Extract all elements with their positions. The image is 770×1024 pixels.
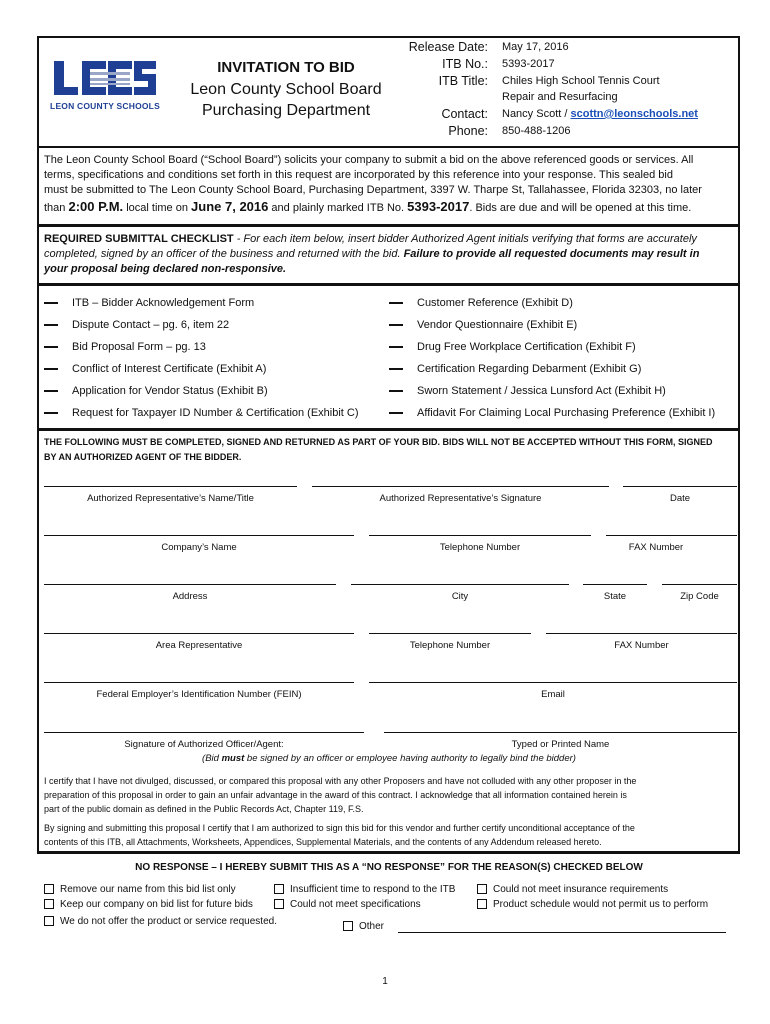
checklist-item-label: Vendor Questionnaire (Exhibit E) bbox=[417, 319, 578, 331]
company-line[interactable] bbox=[44, 535, 354, 536]
option-remove-name[interactable] bbox=[44, 884, 236, 895]
option-keep-company[interactable] bbox=[44, 899, 253, 910]
fax2-line[interactable] bbox=[546, 633, 737, 634]
logo-text: LEON COUNTY SCHOOLS bbox=[50, 101, 160, 111]
rep-name-line[interactable] bbox=[44, 486, 297, 487]
checklist-item-label: Request for Taxpayer ID Number & Certification (Exhibit C) bbox=[72, 407, 359, 419]
contact-label: Contact: bbox=[441, 107, 488, 121]
address-line[interactable] bbox=[44, 584, 336, 585]
checklist-left bbox=[44, 297, 384, 429]
checklist-item[interactable] bbox=[389, 385, 734, 407]
checklist-item-label: Bid Proposal Form – pg. 13 bbox=[72, 341, 206, 353]
telephone-label: Telephone Number bbox=[439, 542, 521, 553]
authorization-line: contents of this ITB, all Attachments, Worksheets, Appendices, Supplemental Materials, and the contents of any Addendum released hereto. bbox=[44, 837, 602, 847]
address-label: Address bbox=[172, 591, 208, 602]
intro-text: and plainly marked ITB No. bbox=[268, 202, 408, 214]
checklist-item[interactable] bbox=[389, 297, 734, 319]
initials-blank[interactable] bbox=[44, 390, 58, 392]
city-label: City bbox=[451, 591, 469, 602]
initials-blank[interactable] bbox=[389, 302, 403, 304]
checklist-item-label: Sworn Statement / Jessica Lunsford Act (Exhibit H) bbox=[417, 385, 666, 397]
company-label: Company’s Name bbox=[161, 542, 237, 553]
release-date-label: Release Date: bbox=[408, 40, 488, 54]
initials-blank[interactable] bbox=[389, 390, 403, 392]
checklist-warning: Failure to provide all requested documents may result in bbox=[403, 248, 700, 260]
note-emphasis: must bbox=[221, 753, 245, 764]
checkbox-icon[interactable] bbox=[343, 921, 353, 931]
authorization-line: By signing and submitting this proposal I certify that I am authorized to sign this bid for this vendor and further certify unconditional acceptance of the bbox=[44, 823, 635, 833]
leon-county-schools-logo bbox=[46, 55, 164, 115]
checklist-item-label: ITB – Bidder Acknowledgement Form bbox=[72, 297, 255, 309]
itb-number: 5393-2017 bbox=[407, 199, 470, 214]
initials-blank[interactable] bbox=[44, 412, 58, 414]
intro-line: The Leon County School Board (“School Board”) solicits your company to submit a bid on the above referenced goods or services. All bbox=[44, 154, 694, 166]
checklist-item[interactable] bbox=[44, 319, 384, 341]
intro-line: must be submitted to The Leon County School Board, Purchasing Department, 3397 W. Tharpe St, Tallahassee, Florida 32303, no later bbox=[44, 184, 702, 196]
contact-value bbox=[502, 108, 698, 120]
notice-text bbox=[44, 435, 734, 465]
telephone2-line[interactable] bbox=[369, 633, 531, 634]
certification-paragraph bbox=[44, 774, 734, 816]
fax2-label: FAX Number bbox=[614, 640, 669, 651]
intro-text: . Bids are due and will be opened at this time. bbox=[469, 202, 692, 214]
checklist-item[interactable] bbox=[389, 341, 734, 363]
checkbox-icon[interactable] bbox=[44, 899, 54, 909]
checkbox-icon[interactable] bbox=[44, 916, 54, 926]
contact-name: Nancy Scott / bbox=[502, 108, 571, 120]
option-insufficient-time[interactable] bbox=[274, 884, 455, 895]
intro-line bbox=[44, 198, 734, 217]
page-title: INVITATION TO BID bbox=[217, 59, 355, 76]
divider bbox=[39, 224, 738, 227]
initials-blank[interactable] bbox=[44, 302, 58, 304]
zip-line[interactable] bbox=[662, 584, 737, 585]
checkbox-icon[interactable] bbox=[44, 884, 54, 894]
initials-blank[interactable] bbox=[389, 324, 403, 326]
divider bbox=[39, 283, 738, 286]
checkbox-icon[interactable] bbox=[274, 899, 284, 909]
option-insurance[interactable] bbox=[477, 884, 668, 895]
state-line[interactable] bbox=[583, 584, 647, 585]
checklist-warning: your proposal being declared non-responsive. bbox=[44, 263, 287, 275]
checklist-item[interactable] bbox=[44, 385, 384, 407]
checklist-item[interactable] bbox=[389, 363, 734, 385]
checklist-item[interactable] bbox=[389, 407, 734, 429]
fein-label: Federal Employer’s Identification Number (FEIN) bbox=[96, 689, 302, 700]
option-label: Other bbox=[359, 921, 385, 932]
checklist-right bbox=[389, 297, 734, 429]
checklist-item-label: Affidavit For Claiming Local Purchasing Preference (Exhibit I) bbox=[417, 407, 716, 419]
checklist-item[interactable] bbox=[389, 319, 734, 341]
certification-line: preparation of this proposal in order to gain an unfair advantage in the award of this contract. I acknowledge that all information contained herein is bbox=[44, 790, 627, 800]
contact-email-link[interactable]: scottn@leonschools.net bbox=[570, 108, 698, 120]
itb-title-label: ITB Title: bbox=[438, 74, 488, 88]
option-specifications[interactable] bbox=[274, 899, 421, 910]
notice-line: BY AN AUTHORIZED AGENT OF THE BIDDER. bbox=[44, 452, 242, 462]
certification-line: part of the public domain as defined in the Public Records Act, Chapter 119, F.S. bbox=[44, 804, 364, 814]
date-label: Date bbox=[669, 493, 691, 504]
date-line[interactable] bbox=[623, 486, 737, 487]
divider bbox=[39, 428, 738, 431]
fein-line[interactable] bbox=[44, 682, 354, 683]
release-date-value: May 17, 2016 bbox=[502, 41, 569, 53]
checklist-item[interactable] bbox=[44, 363, 384, 385]
itb-title-value-1: Chiles High School Tennis Court bbox=[502, 75, 660, 87]
checklist-item-label: Certification Regarding Debarment (Exhibit G) bbox=[417, 363, 642, 375]
rep-signature-line[interactable] bbox=[312, 486, 609, 487]
checklist-item-label: Dispute Contact – pg. 6, item 22 bbox=[72, 319, 230, 331]
org-department: Purchasing Department bbox=[201, 102, 371, 119]
divider bbox=[39, 851, 738, 853]
rep-signature-label: Authorized Representative’s Signature bbox=[379, 493, 542, 504]
checklist-item-label: Customer Reference (Exhibit D) bbox=[417, 297, 573, 309]
intro-paragraph bbox=[44, 153, 734, 217]
itb-no-value: 5393-2017 bbox=[502, 58, 555, 70]
initials-blank[interactable] bbox=[389, 368, 403, 370]
intro-line: terms, specifications and conditions set forth in this request are incorporated by this reference into your response. This sealed bid bbox=[44, 169, 673, 181]
itb-title-value-2: Repair and Resurfacing bbox=[502, 91, 618, 103]
checkbox-icon[interactable] bbox=[274, 884, 284, 894]
option-no-product[interactable] bbox=[44, 916, 277, 927]
typed-name-label: Typed or Printed Name bbox=[511, 739, 610, 750]
option-label: We do not offer the product or service requested. bbox=[60, 916, 277, 927]
typed-name-line[interactable] bbox=[384, 732, 737, 733]
initials-blank[interactable] bbox=[389, 346, 403, 348]
due-time: 2:00 P.M. bbox=[68, 199, 124, 214]
checklist-item[interactable] bbox=[44, 341, 384, 363]
certification-line: I certify that I have not divulged, discussed, or compared this proposal with any other Proposers and have not colluded with any other proposer in the bbox=[44, 776, 637, 786]
intro-text: than bbox=[44, 202, 69, 214]
checklist-item-label: Drug Free Workplace Certification (Exhibit F) bbox=[417, 341, 636, 353]
checklist-text: - For each item below, insert bidder Authorized Agent initials verifying that forms are accurately bbox=[233, 233, 697, 245]
divider bbox=[39, 146, 738, 148]
checklist-instructions bbox=[44, 232, 734, 277]
option-label: Could not meet specifications bbox=[290, 899, 421, 910]
city-line[interactable] bbox=[351, 584, 569, 585]
email-line[interactable] bbox=[369, 682, 737, 683]
checkbox-icon[interactable] bbox=[477, 899, 487, 909]
phone-value: 850-488-1206 bbox=[502, 125, 571, 137]
area-rep-line[interactable] bbox=[44, 633, 354, 634]
initials-blank[interactable] bbox=[389, 412, 403, 414]
telephone-line[interactable] bbox=[369, 535, 591, 536]
officer-signature-label: Signature of Authorized Officer/Agent: bbox=[124, 739, 284, 750]
note-text: (Bid bbox=[202, 753, 222, 764]
other-reason-line[interactable] bbox=[398, 932, 726, 933]
authorization-paragraph bbox=[44, 821, 734, 849]
option-label: Keep our company on bid list for future bids bbox=[60, 899, 253, 910]
option-label: Insufficient time to respond to the ITB bbox=[290, 884, 456, 895]
note-text: be signed by an officer or employee having authority to legally bind the bidder) bbox=[244, 753, 576, 764]
option-product-schedule[interactable] bbox=[477, 899, 708, 910]
state-label: State bbox=[603, 591, 627, 602]
checklist-item[interactable] bbox=[44, 297, 384, 319]
telephone2-label: Telephone Number bbox=[409, 640, 491, 651]
fax-label: FAX Number bbox=[628, 542, 684, 553]
no-response-heading: NO RESPONSE – I HEREBY SUBMIT THIS AS A “NO RESPONSE” FOR THE REASON(S) CHECKED BELOW bbox=[135, 862, 643, 873]
bid-signature-note bbox=[44, 753, 734, 764]
page-number: 1 bbox=[382, 976, 388, 987]
initials-blank[interactable] bbox=[44, 346, 58, 348]
initials-blank[interactable] bbox=[44, 324, 58, 326]
zip-label: Zip Code bbox=[680, 591, 719, 602]
rep-name-label: Authorized Representative’s Name/Title bbox=[87, 493, 254, 504]
checklist-text: completed, signed by an officer of the business and returned with the bid. bbox=[44, 248, 404, 260]
due-date: June 7, 2016 bbox=[191, 199, 269, 214]
option-other[interactable] bbox=[343, 921, 384, 932]
checklist-item-label: Conflict of Interest Certificate (Exhibit A) bbox=[72, 363, 267, 375]
itb-no-label: ITB No.: bbox=[442, 57, 488, 71]
initials-blank[interactable] bbox=[44, 368, 58, 370]
checklist-item[interactable] bbox=[44, 407, 384, 429]
checkbox-icon[interactable] bbox=[477, 884, 487, 894]
option-label: Could not meet insurance requirements bbox=[493, 884, 669, 895]
officer-signature-line[interactable] bbox=[44, 732, 364, 733]
email-label: Email bbox=[541, 689, 565, 700]
area-rep-label: Area Representative bbox=[155, 640, 243, 651]
fax-line[interactable] bbox=[606, 535, 737, 536]
checklist-heading: REQUIRED SUBMITTAL CHECKLIST bbox=[44, 233, 234, 245]
option-label: Remove our name from this bid list only bbox=[60, 884, 236, 895]
notice-line: THE FOLLOWING MUST BE COMPLETED, SIGNED AND RETURNED AS PART OF YOUR BID. BIDS WILL NOT BE ACCEPTED WITHOUT THIS FORM, SIGNED bbox=[44, 437, 713, 447]
intro-text: local time on bbox=[123, 202, 192, 214]
org-name: Leon County School Board bbox=[190, 81, 382, 98]
option-label: Product schedule would not permit us to perform bbox=[493, 899, 709, 910]
phone-label: Phone: bbox=[448, 124, 488, 138]
checklist-item-label: Application for Vendor Status (Exhibit B) bbox=[72, 385, 268, 397]
